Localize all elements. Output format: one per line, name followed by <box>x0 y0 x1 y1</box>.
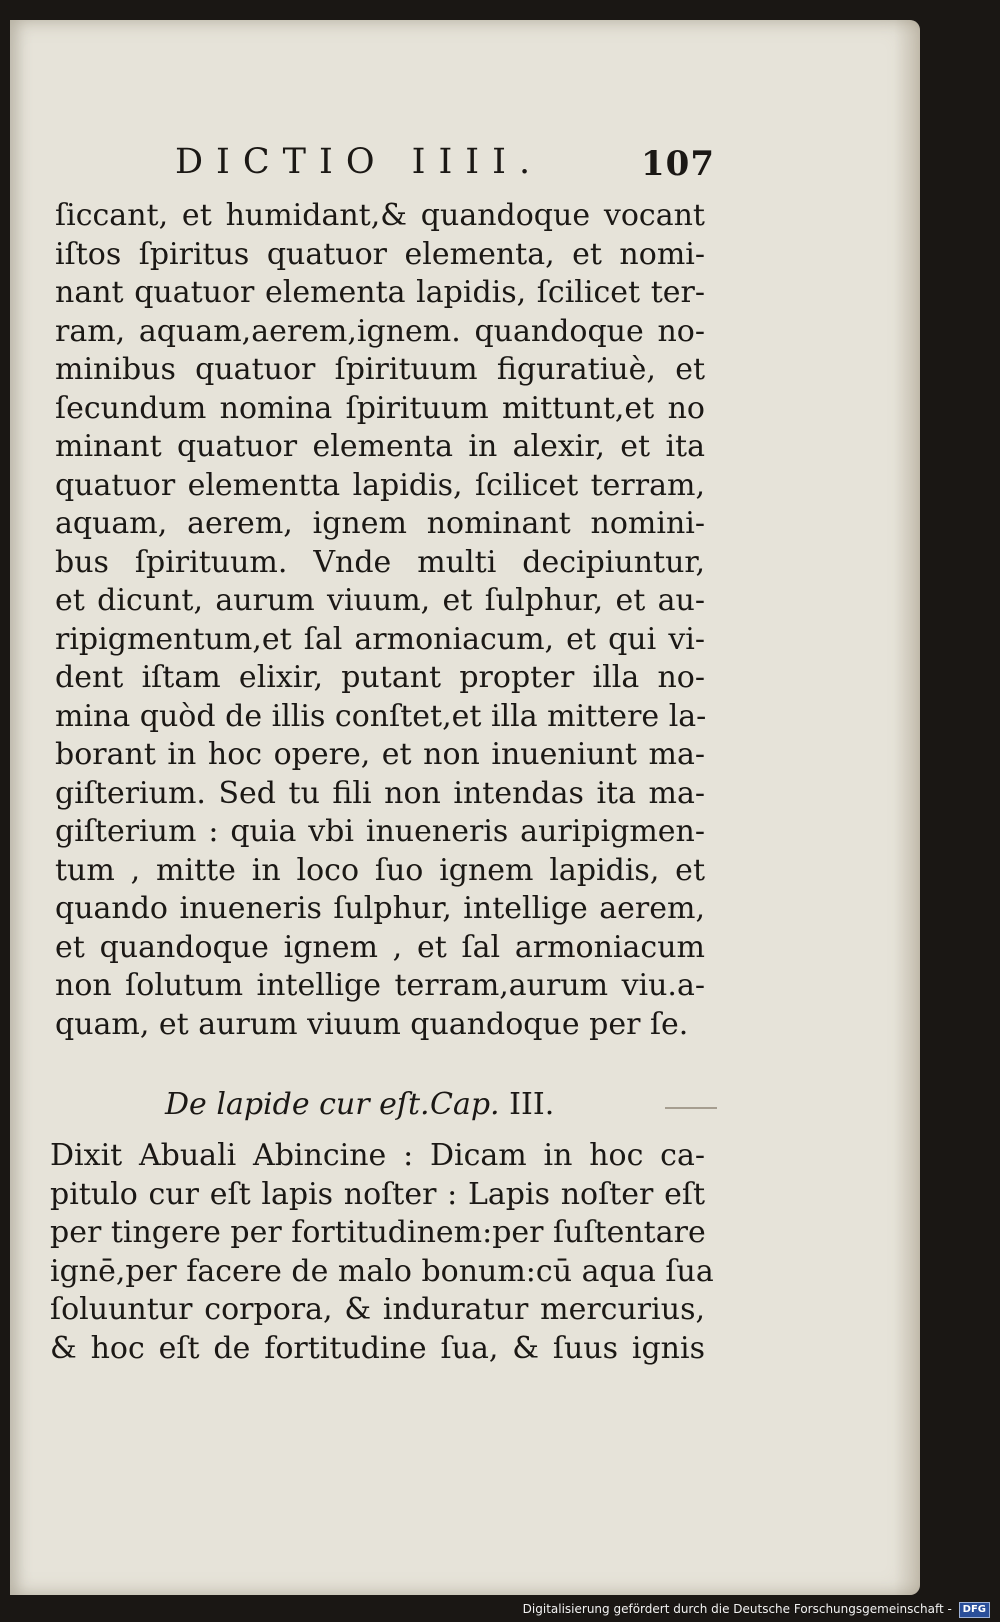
text-line: giſterium : quia vbi inueneris auripigmen- <box>55 814 705 849</box>
text-line: mina quòd de illis conſtet,et illa mittere la- <box>55 698 707 734</box>
heading-rule <box>665 1107 717 1109</box>
text-line: & hoc eſt de fortitudine ſua, & ſuus ignis <box>50 1330 705 1366</box>
text-line: ignē,per facere de malo bonum:cū aqua ſua <box>50 1253 714 1289</box>
paragraph-1 <box>55 197 705 1044</box>
text-line: quatuor elementta lapidis, ſcilicet terram, <box>55 467 705 503</box>
text-line: non ſolutum intellige terram,aurum viu.a- <box>55 968 705 1003</box>
text-line: ſoluuntur corpora, & induratur mercurius, <box>50 1292 705 1327</box>
credit-text: Digitalisierung gefördert durch die Deutsche Forschungsgemeinschaft - <box>522 1602 952 1616</box>
text-line: ripigmentum,et ſal armoniacum, et qui vi- <box>55 621 705 657</box>
text-line: minant quatuor elementa in alexir, et ita <box>55 429 705 464</box>
page-number: 107 <box>641 144 715 184</box>
digitization-credit <box>523 1600 990 1618</box>
text-line: aquam, aerem, ignem nominant nomini- <box>55 506 705 541</box>
paragraph-2 <box>50 1137 714 1368</box>
chapter-number <box>430 1087 554 1122</box>
dfg-logo: DFG <box>959 1602 990 1618</box>
text-line: et dicunt, aurum viuum, et ſulphur, et au- <box>55 583 705 618</box>
book-page <box>10 20 920 1595</box>
chapter-label: Cap. <box>430 1087 500 1122</box>
text-line: borant in hoc opere, et non inueniunt ma- <box>55 737 705 772</box>
text-line: quando inueneris ſulphur, intellige aerem, <box>55 891 705 926</box>
chapter-numeral: III. <box>509 1087 555 1122</box>
text-line: ſecundum nomina ſpirituum mittunt,et no <box>55 390 705 426</box>
page-header <box>175 142 715 192</box>
text-line: per tingere per fortitudinem:per ſuſtentare <box>50 1215 706 1250</box>
text-line: nant quatuor elementa lapidis, ſcilicet ter- <box>55 275 705 310</box>
text-line: pitulo cur eſt lapis noſter : Lapis noſter eſt <box>50 1176 705 1212</box>
text-line: tum , mitte in loco ſuo ignem lapidis, et <box>55 852 705 888</box>
text-line: bus ſpirituum. Vnde multi decipiuntur, <box>55 544 705 580</box>
text-line: ram, aquam,aerem,ignem. quandoque no- <box>55 313 705 349</box>
text-line: ſiccant, et humidant,& quandoque vocant <box>55 198 705 233</box>
text-line: iſtos ſpiritus quatuor elementa, et nomi- <box>55 236 705 272</box>
chapter-heading <box>165 1087 725 1131</box>
text-line: minibus quatuor ſpirituum figuratiuè, et <box>55 352 705 387</box>
text-line: Dixit Abuali Abincine : Dicam in hoc ca- <box>50 1138 705 1173</box>
text-line: et quandoque ignem , et ſal armoniacum <box>55 929 705 965</box>
text-line: quam, et aurum viuum quandoque per ſe. <box>55 1006 689 1042</box>
text-line: giſterium. Sed tu fili non intendas ita ma- <box>55 775 705 811</box>
chapter-title: De lapide cur eſt. <box>165 1087 430 1122</box>
running-title: DICTIO IIII. <box>175 142 544 182</box>
text-line: dent iſtam elixir, putant propter illa no- <box>55 660 705 695</box>
